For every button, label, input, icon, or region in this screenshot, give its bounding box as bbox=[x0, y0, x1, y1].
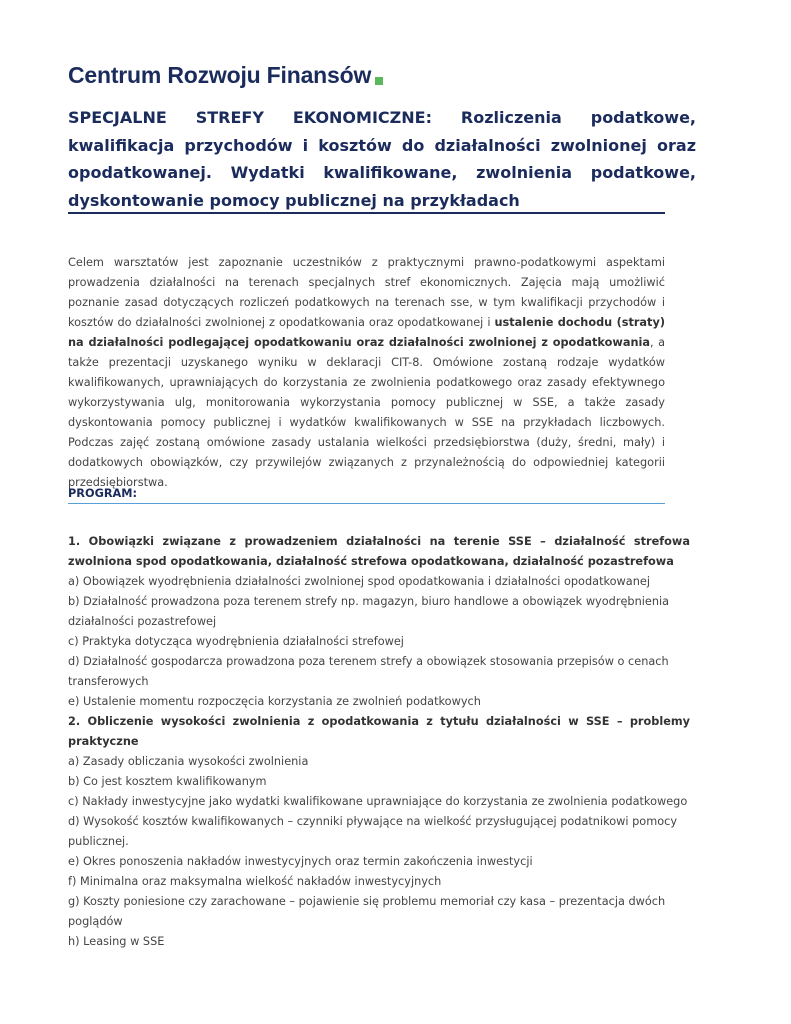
brand-name: Centrum Rozwoju Finansów bbox=[68, 62, 372, 88]
title-divider bbox=[68, 212, 665, 214]
program-item: b) Co jest kosztem kwalifikowanym bbox=[68, 775, 267, 788]
program-item: f) Minimalna oraz maksymalna wielkość nakładów inwestycyjnych bbox=[68, 875, 442, 888]
program-section-heading: 1. Obowiązki związane z prowadzeniem działalności na terenie SSE – działalność strefowa zwolniona spod opodatkowania, działalność strefowa opodatkowana, działalność pozastrefowa bbox=[68, 535, 690, 568]
intro-text-1: Celem warsztatów jest zapoznanie uczestników z praktycznymi prawno-podatkowymi aspektami prowadzenia działalności na terenach specjalnych stref ekonomicznych. Zajęcia mają umożliwić poznanie zasad dotyczących rozliczeń podatkowych na terenach sse, w tym kwalifikacji przychodów i kosztów do działalności zwolnionej z opodatkowania oraz opodatkowanej i bbox=[68, 256, 665, 329]
program-item: a) Zasady obliczania wysokości zwolnienia bbox=[68, 755, 309, 768]
program-label: PROGRAM: bbox=[68, 487, 138, 500]
program-item: e) Ustalenie momentu rozpoczęcia korzystania ze zwolnień podatkowych bbox=[68, 695, 481, 708]
intro-text-2: , a także prezentacji uzyskanego wyniku w deklaracji CIT-8. Omówione zostaną rodzaje wydatków kwalifikowanych, uprawniających do korzystania ze zwolnienia podatkowego oraz zasady efektywnego wykorzystywania ulg, monitorowania wykorzystania pomocy publicznej w SSE, a także zasady dyskontowania pomocy publicznej i wydatków kwalifikowanych w SSE na przykładach liczbowych. Podczas zajęć zostaną omówione zasady ustalania wielkości przedsiębiorstwa (duży, średni, mały) i dodatkowych obowiązków, czy przywilejów związanych z przynależnością do odpowiedniej kategorii przedsiębiorstwa. bbox=[68, 336, 665, 489]
program-item: d) Wysokość kosztów kwalifikowanych – czynniki pływające na wielkość przysługującej podatnikowi pomocy publicznej. bbox=[68, 815, 678, 848]
document-title: SPECJALNE STREFY EKONOMICZNE: Rozliczenia podatkowe, kwalifikacja przychodów i kosztów do działalności zwolnionej oraz opodatkowanej. Wydatki kwalifikowane, zwolnienia podatkowe, dyskontowanie pomocy publicznej na przykładach bbox=[68, 108, 696, 210]
program-item: d) Działalność gospodarcza prowadzona poza terenem strefy a obowiązek stosowania przepisów o cenach transferowych bbox=[68, 655, 669, 688]
program-item: b) Działalność prowadzona poza terenem strefy np. magazyn, biuro handlowe a obowiązek wyodrębnienia działalności pozastrefowej bbox=[68, 595, 670, 628]
intro-bold-text: ustalenie dochodu (straty) na działalności podlegającej opodatkowaniu oraz działalności zwolnionej z opodatkowania bbox=[68, 316, 665, 349]
program-item: g) Koszty poniesione czy zarachowane – pojawienie się problemu memoriał czy kasa – prezentacja dwóch poglądów bbox=[68, 895, 666, 928]
program-item: c) Nakłady inwestycyjne jako wydatki kwalifikowane uprawniające do korzystania ze zwolnienia podatkowego bbox=[68, 795, 688, 808]
program-divider bbox=[68, 503, 665, 504]
brand-square-icon bbox=[375, 77, 383, 85]
program-item: h) Leasing w SSE bbox=[68, 935, 165, 948]
program-list bbox=[68, 532, 690, 952]
intro-paragraph bbox=[68, 253, 665, 493]
program-item: c) Praktyka dotycząca wyodrębnienia działalności strefowej bbox=[68, 635, 404, 648]
brand-logo bbox=[68, 62, 383, 89]
program-item: a) Obowiązek wyodrębnienia działalności zwolnionej spod opodatkowania i działalności opodatkowanej bbox=[68, 575, 650, 588]
program-section-heading: 2. Obliczenie wysokości zwolnienia z opodatkowania z tytułu działalności w SSE – problemy praktyczne bbox=[68, 715, 690, 748]
program-item: e) Okres ponoszenia nakładów inwestycyjnych oraz termin zakończenia inwestycji bbox=[68, 855, 533, 868]
